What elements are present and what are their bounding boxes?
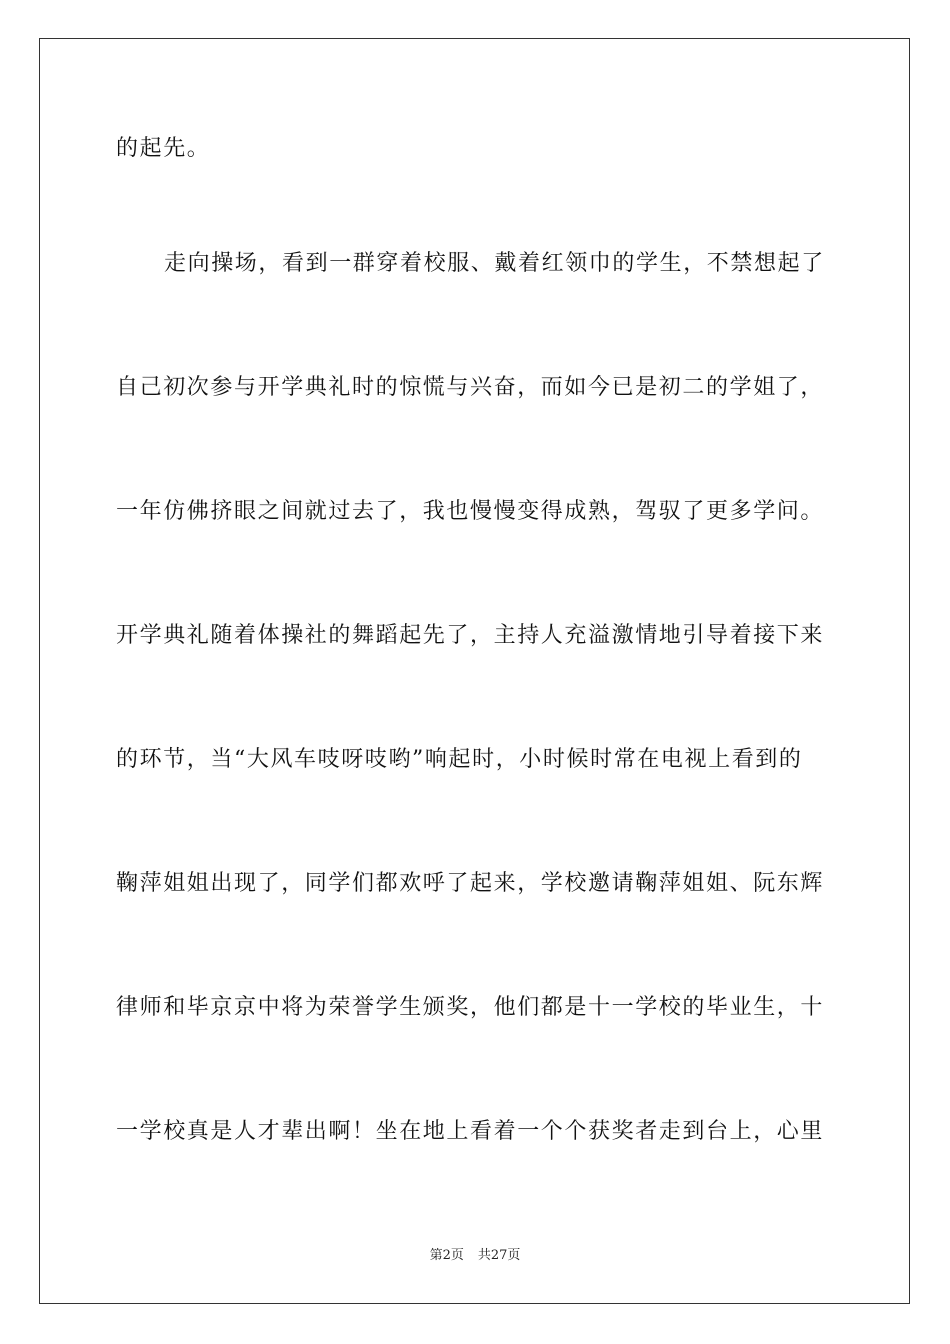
text-line: 自己初次参与开学典礼时的惊慌与兴奋，而如今已是初二的学姐了，	[116, 375, 825, 400]
text-line: 律师和毕京京中将为荣誉学生颁奖，他们都是十一学校的毕业生，十	[116, 995, 825, 1020]
text-line: 开学典礼随着体操社的舞蹈起先了，主持人充溢激情地引导着接下来	[116, 623, 825, 648]
text-line: 一学校真是人才辈出啊！坐在地上看着一个个获奖者走到台上，心里	[116, 1119, 825, 1144]
text-line: 的环节，当“大风车吱呀吱哟”响起时，小时候时常在电视上看到的	[116, 747, 803, 772]
document-body	[116, 127, 836, 1234]
page-footer	[0, 1244, 950, 1263]
text-line: 鞠萍姐姐出现了，同学们都欢呼了起来，学校邀请鞠萍姐姐、阮东辉	[116, 871, 825, 896]
total-pages: 共27页	[477, 1248, 521, 1263]
text-line: 的起先。	[116, 136, 211, 161]
text-line: 一年仿佛挤眼之间就过去了，我也慢慢变得成熟，驾驭了更多学问。	[116, 499, 825, 524]
paragraph-first-line: 走向操场，看到一群穿着校服、戴着红领巾的学生，不禁想起了	[164, 251, 825, 276]
page-number: 第2页	[429, 1248, 464, 1263]
